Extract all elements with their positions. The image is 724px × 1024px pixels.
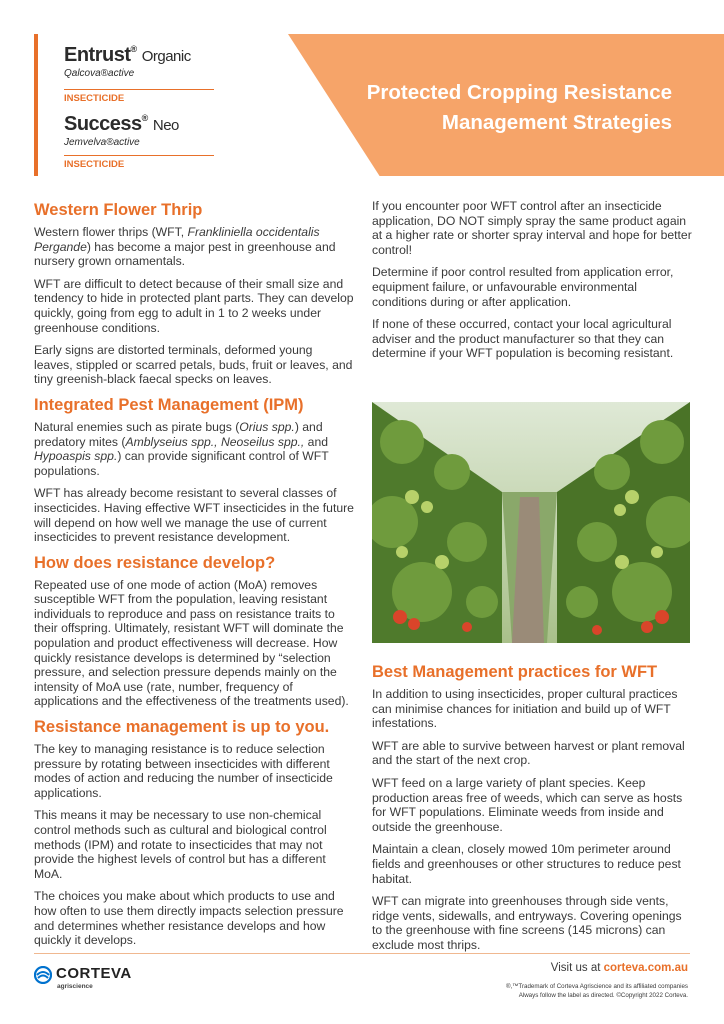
- corteva-logo-text: CORTEVA: [56, 965, 132, 982]
- brand-accent-line: [34, 34, 38, 176]
- best-paragraph-4: Maintain a clean, closely mowed 10m perimeter around fields and greenhouses or other structures to reduce pest habitat.: [372, 842, 681, 886]
- best-paragraph-3: WFT feed on a large variety of plant species. Keep production areas free of weeds, which can serve as hosts for WFT populations. Eliminate weeds from inside and outside the greenhouse.: [372, 775, 683, 834]
- right-column-bottom: [372, 662, 692, 961]
- corteva-logo-icon: [34, 966, 52, 984]
- upto-paragraph-3: The choices you make about which products to use and how often to use them directly impacts selection pressure and determines whether resistance develops and how quickly it develops.: [34, 889, 344, 948]
- divider: [64, 89, 214, 90]
- left-column: [34, 200, 354, 956]
- wft-paragraph-3: Early signs are distorted terminals, deformed young leaves, stippled or scarred petals, buds, fruit or leaves, and tiny greenish-black faecal specks on leaves.: [34, 343, 353, 387]
- entrust-type: INSECTICIDE: [64, 93, 125, 104]
- ipm-paragraph-2: WFT has already become resistant to several classes of insecticides. Having effective WFT insecticides in the future will depend on how well we manage the use of current insecticides to prevent resistance development.: [34, 486, 354, 545]
- heading-resistance-management: Resistance management is up to you.: [34, 718, 330, 737]
- heading-how-resistance-develops: How does resistance develop?: [34, 553, 276, 572]
- poor-control-paragraph-1: If you encounter poor WFT control after an insecticide application, DO NOT simply spray the same product again at a higher rate or shorter spray interval and hope for better control!: [372, 199, 692, 257]
- entrust-active: Qalcova®active: [64, 68, 135, 79]
- poor-control-paragraph-2: Determine if poor control resulted from application error, equipment failure, or unfavourable environmental conditions during or after application.: [372, 265, 674, 309]
- greenhouse-tomato-photo: [372, 402, 690, 643]
- wft-paragraph-2: WFT are difficult to detect because of their small size and tendency to hide in protected plant parts. They can develop quickly, going from egg to adult in 1 to 2 weeks under greenhouse conditions.: [34, 276, 354, 335]
- page-title-line1: Protected Cropping Resistance: [366, 81, 672, 104]
- entrust-name: Entrust: [64, 44, 131, 66]
- success-type: INSECTICIDE: [64, 159, 125, 170]
- upto-paragraph-2: This means it may be necessary to use non-chemical control methods such as cultural and biological control methods (IPM) and rotate to insecticides that may not provide the highest levels of control but has a different MoA.: [34, 808, 327, 881]
- heading-western-flower-thrip: Western Flower Thrip: [34, 201, 203, 219]
- header: [0, 0, 724, 188]
- entrust-suffix: Organic: [141, 48, 191, 65]
- success-brand: Success® Neo Jemvelva®active: [64, 113, 179, 148]
- divider: [64, 155, 214, 156]
- develop-paragraph-1: Repeated use of one mode of action (MoA) removes susceptible WFT from the population, leaving resistant individuals to reproduce and pass on resistance traits to their offspring. Ultimately, resistant WFT will dominate the population and product effectiveness will decrease. How quickly resistance develops is determined by “selection pressure, and selection pressure depends mainly on the intensity of MoA use (rate, number, frequency of applications and the effectiveness of the treatments used).: [34, 577, 349, 709]
- poor-control-paragraph-3: If none of these occurred, contact your local agricultural adviser and the product manufacturer so that they can determine if your WFT population is becoming resistant.: [372, 317, 674, 361]
- legal-text: ®,™Trademark of Corteva Agriscience and its affiliated companies Always follow the label as directed. ©Copyright 2022 Corteva.: [505, 983, 688, 999]
- visit-us: Visit us at corteva.com.au: [550, 962, 688, 974]
- page-title: [332, 78, 672, 138]
- best-paragraph-1: In addition to using insecticides, proper cultural practices can minimise chances for initiation and build up of WFT infestations.: [372, 687, 678, 731]
- footer-divider: [34, 953, 690, 954]
- wft-paragraph-1: Western flower thrips (WFT, Frankliniella occidentalis Pergande) has become a major pest in greenhouse and nursery grown ornamentals.: [34, 225, 336, 269]
- corteva-logo: [34, 964, 164, 996]
- website-link[interactable]: corteva.com.au: [603, 962, 688, 974]
- best-paragraph-5: WFT can migrate into greenhouses through side vents, ridge vents, sidewalls, and entryways. Covering openings to the greenhouse with fine screens (145 microns) can exclude most thrips.: [372, 894, 682, 952]
- success-active: Jemvelva®active: [64, 137, 140, 148]
- heading-ipm: Integrated Pest Management (IPM): [34, 395, 304, 414]
- greenhouse-illustration: [372, 402, 690, 643]
- upto-paragraph-1: The key to managing resistance is to reduce selection pressure by rotating between insecticides with different modes of action and reducing the number of insecticide applications.: [34, 742, 333, 800]
- ipm-paragraph-1: Natural enemies such as pirate bugs (Orius spp.) and predatory mites (Amblyseius spp., Neoseilus spp., and Hypoaspis spp.) can provide significant control of WFT populations.: [34, 419, 329, 478]
- page-title-line2: Management Strategies: [441, 111, 672, 134]
- success-suffix: Neo: [152, 117, 179, 134]
- right-column-top: [372, 199, 692, 369]
- best-paragraph-2: WFT are able to survive between harvest or plant removal and the start of the next crop.: [372, 738, 685, 768]
- success-name: Success: [64, 113, 142, 135]
- entrust-brand: Entrust® Organic Qalcova®active: [64, 44, 191, 79]
- corteva-logo-sub: agriscience: [57, 983, 93, 990]
- heading-best-management: Best Management practices for WFT: [372, 663, 658, 681]
